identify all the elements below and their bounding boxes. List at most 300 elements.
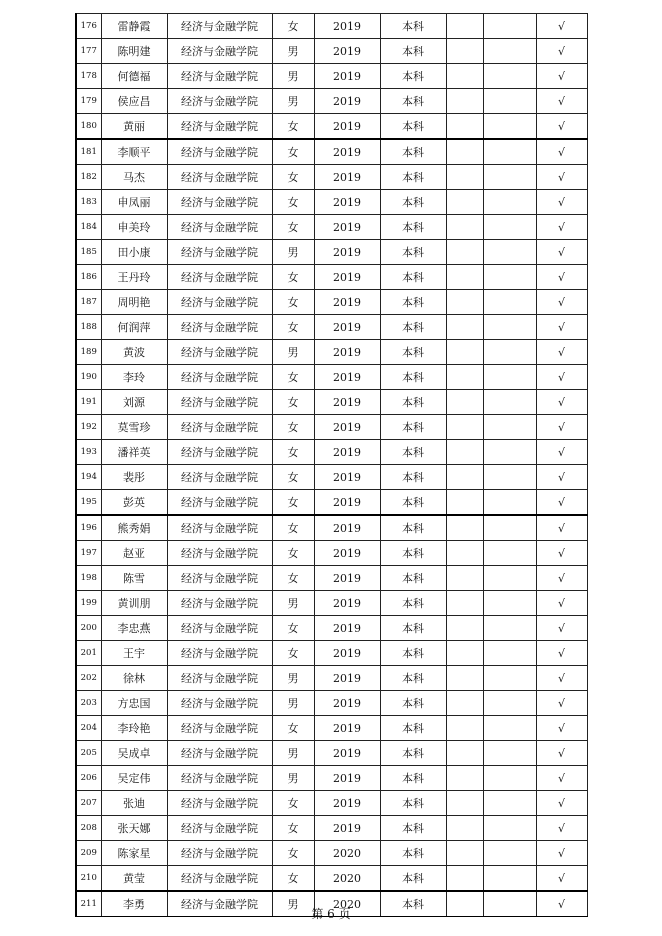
row-number: 196 [76,515,101,541]
table-row [76,616,587,641]
table-row [76,114,587,140]
college: 经济与金融学院 [167,616,272,641]
check-mark: √ [536,365,587,390]
row-number: 207 [76,791,101,816]
student-name: 张迪 [101,791,167,816]
college: 经济与金融学院 [167,791,272,816]
college: 经济与金融学院 [167,891,272,917]
student-name: 申凤丽 [101,190,167,215]
college: 经济与金融学院 [167,440,272,465]
gender: 女 [272,14,314,39]
blank-cell [483,390,536,415]
degree-level: 本科 [380,190,446,215]
student-name: 李忠燕 [101,616,167,641]
college: 经济与金融学院 [167,340,272,365]
blank-cell [483,165,536,190]
check-mark: √ [536,766,587,791]
year: 2019 [314,165,380,190]
student-name: 莫雪珍 [101,415,167,440]
year: 2019 [314,240,380,265]
blank-cell [483,89,536,114]
student-name: 李玲艳 [101,716,167,741]
gender: 女 [272,415,314,440]
blank-cell [483,791,536,816]
check-mark: √ [536,541,587,566]
row-number: 177 [76,39,101,64]
table-row [76,841,587,866]
row-number: 181 [76,139,101,165]
row-number: 183 [76,190,101,215]
table-row [76,515,587,541]
year: 2019 [314,465,380,490]
year: 2019 [314,515,380,541]
check-mark: √ [536,841,587,866]
row-number: 179 [76,89,101,114]
blank-cell [483,766,536,791]
degree-level: 本科 [380,515,446,541]
table-row [76,265,587,290]
gender: 男 [272,340,314,365]
row-number: 195 [76,490,101,516]
blank-cell [446,791,483,816]
college: 经济与金融学院 [167,190,272,215]
check-mark: √ [536,390,587,415]
gender: 男 [272,591,314,616]
year: 2019 [314,490,380,516]
year: 2019 [314,39,380,64]
gender: 女 [272,841,314,866]
blank-cell [483,465,536,490]
degree-level: 本科 [380,541,446,566]
year: 2020 [314,866,380,892]
year: 2019 [314,265,380,290]
college: 经济与金融学院 [167,841,272,866]
table-row [76,440,587,465]
gender: 男 [272,766,314,791]
row-number: 189 [76,340,101,365]
gender: 女 [272,566,314,591]
table-row [76,866,587,892]
student-name: 黄丽 [101,114,167,140]
check-mark: √ [536,716,587,741]
blank-cell [483,866,536,892]
row-number: 190 [76,365,101,390]
blank-cell [446,415,483,440]
table-row [76,591,587,616]
year: 2019 [314,641,380,666]
student-name: 雷静霞 [101,14,167,39]
college: 经济与金融学院 [167,716,272,741]
row-number: 204 [76,716,101,741]
blank-cell [446,566,483,591]
student-name: 王宇 [101,641,167,666]
student-name: 熊秀娟 [101,515,167,541]
year: 2019 [314,89,380,114]
blank-cell [483,616,536,641]
blank-cell [446,340,483,365]
year: 2019 [314,816,380,841]
degree-level: 本科 [380,165,446,190]
year: 2019 [314,64,380,89]
year: 2019 [314,766,380,791]
table-row [76,691,587,716]
gender: 女 [272,215,314,240]
table-row [76,816,587,841]
year: 2019 [314,390,380,415]
gender: 女 [272,515,314,541]
college: 经济与金融学院 [167,566,272,591]
blank-cell [446,816,483,841]
blank-cell [446,190,483,215]
college: 经济与金融学院 [167,215,272,240]
year: 2019 [314,666,380,691]
college: 经济与金融学院 [167,240,272,265]
row-number: 188 [76,315,101,340]
blank-cell [483,691,536,716]
blank-cell [446,365,483,390]
blank-cell [446,440,483,465]
gender: 男 [272,891,314,917]
year: 2019 [314,691,380,716]
blank-cell [483,240,536,265]
gender: 女 [272,616,314,641]
gender: 女 [272,816,314,841]
gender: 女 [272,190,314,215]
row-number: 201 [76,641,101,666]
student-name: 申美玲 [101,215,167,240]
degree-level: 本科 [380,139,446,165]
student-name: 王丹玲 [101,265,167,290]
student-name: 何德福 [101,64,167,89]
student-name: 何润萍 [101,315,167,340]
college: 经济与金融学院 [167,139,272,165]
year: 2019 [314,716,380,741]
year: 2019 [314,290,380,315]
degree-level: 本科 [380,265,446,290]
student-name: 李顺平 [101,139,167,165]
blank-cell [483,541,536,566]
gender: 男 [272,39,314,64]
blank-cell [483,841,536,866]
blank-cell [483,490,536,516]
gender: 女 [272,114,314,140]
college: 经济与金融学院 [167,515,272,541]
blank-cell [483,114,536,140]
year: 2019 [314,139,380,165]
table-row [76,290,587,315]
gender: 女 [272,541,314,566]
blank-cell [446,390,483,415]
table-row [76,165,587,190]
year: 2019 [314,541,380,566]
student-name: 陈雪 [101,566,167,591]
student-name: 裴彤 [101,465,167,490]
check-mark: √ [536,641,587,666]
row-number: 193 [76,440,101,465]
check-mark: √ [536,566,587,591]
row-number: 187 [76,290,101,315]
gender: 女 [272,641,314,666]
blank-cell [483,515,536,541]
check-mark: √ [536,39,587,64]
gender: 男 [272,240,314,265]
student-table [75,13,588,917]
degree-level: 本科 [380,766,446,791]
gender: 女 [272,139,314,165]
row-number: 186 [76,265,101,290]
year: 2019 [314,14,380,39]
table-row [76,741,587,766]
check-mark: √ [536,666,587,691]
row-number: 191 [76,390,101,415]
gender: 男 [272,89,314,114]
blank-cell [483,816,536,841]
blank-cell [446,290,483,315]
college: 经济与金融学院 [167,490,272,516]
college: 经济与金融学院 [167,816,272,841]
student-name: 侯应昌 [101,89,167,114]
row-number: 180 [76,114,101,140]
table-row [76,139,587,165]
blank-cell [446,741,483,766]
blank-cell [446,240,483,265]
degree-level: 本科 [380,465,446,490]
college: 经济与金融学院 [167,415,272,440]
table-row [76,465,587,490]
check-mark: √ [536,490,587,516]
degree-level: 本科 [380,841,446,866]
degree-level: 本科 [380,14,446,39]
degree-level: 本科 [380,340,446,365]
year: 2019 [314,365,380,390]
gender: 女 [272,866,314,892]
blank-cell [483,591,536,616]
year: 2019 [314,215,380,240]
student-name: 赵亚 [101,541,167,566]
student-name: 马杰 [101,165,167,190]
college: 经济与金融学院 [167,365,272,390]
year: 2020 [314,841,380,866]
row-number: 209 [76,841,101,866]
check-mark: √ [536,616,587,641]
check-mark: √ [536,440,587,465]
page-number: 第 6 页 [311,907,351,921]
student-name: 刘源 [101,390,167,415]
check-mark: √ [536,465,587,490]
degree-level: 本科 [380,866,446,892]
row-number: 206 [76,766,101,791]
student-name: 李玲 [101,365,167,390]
degree-level: 本科 [380,440,446,465]
row-number: 211 [76,891,101,917]
degree-level: 本科 [380,666,446,691]
degree-level: 本科 [380,616,446,641]
college: 经济与金融学院 [167,89,272,114]
blank-cell [483,440,536,465]
row-number: 200 [76,616,101,641]
college: 经济与金融学院 [167,741,272,766]
row-number: 178 [76,64,101,89]
blank-cell [446,465,483,490]
blank-cell [446,315,483,340]
year: 2019 [314,566,380,591]
blank-cell [483,365,536,390]
blank-cell [446,691,483,716]
year: 2019 [314,190,380,215]
degree-level: 本科 [380,365,446,390]
blank-cell [446,64,483,89]
blank-cell [446,841,483,866]
table-row [76,766,587,791]
degree-level: 本科 [380,566,446,591]
row-number: 197 [76,541,101,566]
blank-cell [483,315,536,340]
blank-cell [446,515,483,541]
blank-cell [446,39,483,64]
table-row [76,365,587,390]
blank-cell [483,290,536,315]
blank-cell [446,490,483,516]
row-number: 185 [76,240,101,265]
year: 2019 [314,591,380,616]
check-mark: √ [536,415,587,440]
check-mark: √ [536,515,587,541]
blank-cell [483,741,536,766]
check-mark: √ [536,866,587,892]
college: 经济与金融学院 [167,691,272,716]
blank-cell [446,666,483,691]
check-mark: √ [536,240,587,265]
college: 经济与金融学院 [167,315,272,340]
college: 经济与金融学院 [167,666,272,691]
check-mark: √ [536,290,587,315]
college: 经济与金融学院 [167,591,272,616]
row-number: 205 [76,741,101,766]
college: 经济与金融学院 [167,390,272,415]
gender: 女 [272,165,314,190]
blank-cell [483,190,536,215]
table-row [76,641,587,666]
college: 经济与金融学院 [167,866,272,892]
check-mark: √ [536,165,587,190]
gender: 女 [272,365,314,390]
table-row [76,340,587,365]
blank-cell [446,591,483,616]
college: 经济与金融学院 [167,64,272,89]
gender: 女 [272,716,314,741]
table-row [76,490,587,516]
college: 经济与金融学院 [167,541,272,566]
college: 经济与金融学院 [167,265,272,290]
blank-cell [446,215,483,240]
row-number: 203 [76,691,101,716]
degree-level: 本科 [380,114,446,140]
student-name: 张天娜 [101,816,167,841]
blank-cell [483,64,536,89]
row-number: 184 [76,215,101,240]
row-number: 210 [76,866,101,892]
blank-cell [483,139,536,165]
check-mark: √ [536,139,587,165]
college: 经济与金融学院 [167,766,272,791]
table-row [76,190,587,215]
degree-level: 本科 [380,215,446,240]
student-name: 彭英 [101,490,167,516]
student-name: 田小康 [101,240,167,265]
check-mark: √ [536,791,587,816]
blank-cell [446,89,483,114]
check-mark: √ [536,691,587,716]
table-row [76,39,587,64]
table-row [76,14,587,39]
student-name: 徐林 [101,666,167,691]
college: 经济与金融学院 [167,641,272,666]
degree-level: 本科 [380,741,446,766]
blank-cell [446,265,483,290]
student-name: 方忠国 [101,691,167,716]
table-row [76,315,587,340]
check-mark: √ [536,816,587,841]
gender: 男 [272,666,314,691]
gender: 女 [272,791,314,816]
check-mark: √ [536,340,587,365]
table-row [76,716,587,741]
degree-level: 本科 [380,415,446,440]
gender: 女 [272,315,314,340]
student-name: 吴成卓 [101,741,167,766]
table-row [76,566,587,591]
blank-cell [483,215,536,240]
college: 经济与金融学院 [167,465,272,490]
blank-cell [483,566,536,591]
student-name: 陈家星 [101,841,167,866]
table-row [76,791,587,816]
check-mark: √ [536,891,587,917]
gender: 女 [272,465,314,490]
row-number: 208 [76,816,101,841]
gender: 女 [272,290,314,315]
row-number: 202 [76,666,101,691]
year: 2019 [314,114,380,140]
degree-level: 本科 [380,716,446,741]
degree-level: 本科 [380,591,446,616]
year: 2019 [314,315,380,340]
degree-level: 本科 [380,490,446,516]
row-number: 194 [76,465,101,490]
blank-cell [446,114,483,140]
college: 经济与金融学院 [167,14,272,39]
row-number: 192 [76,415,101,440]
blank-cell [483,716,536,741]
check-mark: √ [536,64,587,89]
gender: 男 [272,741,314,766]
table-row [76,415,587,440]
blank-cell [446,716,483,741]
row-number: 182 [76,165,101,190]
degree-level: 本科 [380,791,446,816]
degree-level: 本科 [380,89,446,114]
student-name: 黄莹 [101,866,167,892]
degree-level: 本科 [380,39,446,64]
row-number: 176 [76,14,101,39]
row-number: 198 [76,566,101,591]
blank-cell [483,415,536,440]
table-row [76,89,587,114]
gender: 女 [272,440,314,465]
blank-cell [483,265,536,290]
check-mark: √ [536,114,587,140]
blank-cell [446,641,483,666]
